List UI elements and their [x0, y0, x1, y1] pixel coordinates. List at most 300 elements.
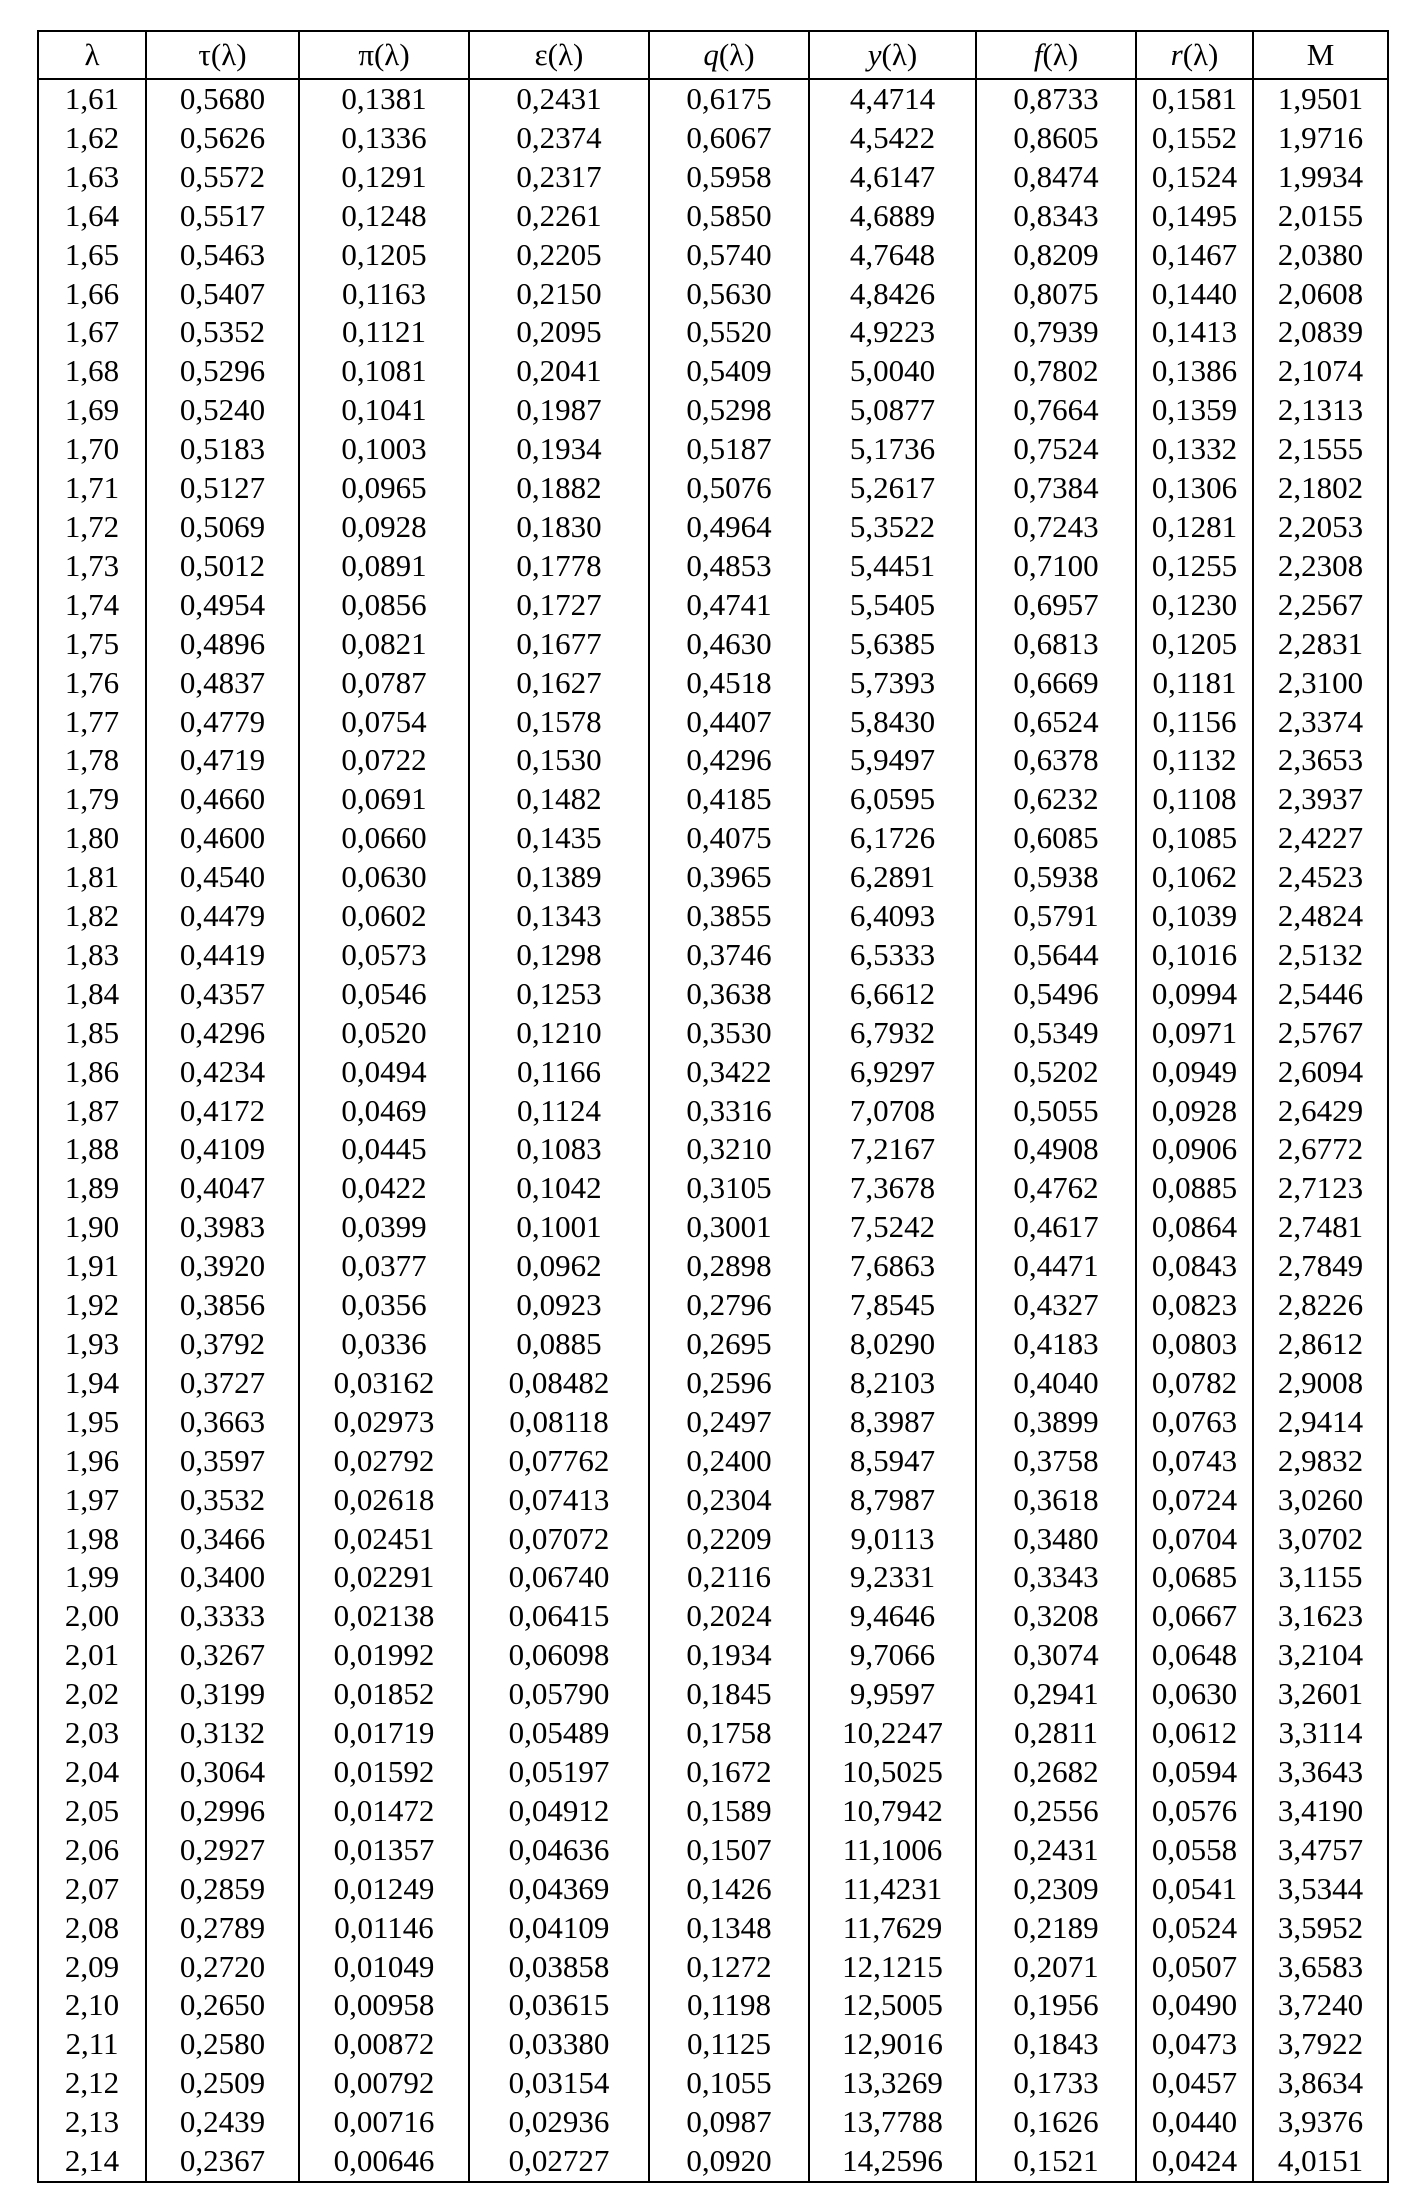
- cell-tau: 0,2859: [146, 1870, 299, 1909]
- cell-pi: 0,01592: [299, 1753, 469, 1792]
- cell-r: 0,0803: [1136, 1325, 1253, 1364]
- cell-lambda: 1,72: [38, 508, 146, 547]
- cell-r: 0,0524: [1136, 1909, 1253, 1948]
- cell-mach: 2,1555: [1253, 430, 1388, 469]
- cell-pi: 0,00716: [299, 2103, 469, 2142]
- cell-f: 0,5644: [976, 936, 1136, 975]
- cell-pi: 0,02291: [299, 1558, 469, 1597]
- cell-epsilon: 0,02936: [469, 2103, 649, 2142]
- cell-f: 0,5202: [976, 1053, 1136, 1092]
- cell-f: 0,6957: [976, 586, 1136, 625]
- cell-y: 4,4714: [809, 79, 976, 119]
- cell-r: 0,1181: [1136, 664, 1253, 703]
- cell-pi: 0,02973: [299, 1403, 469, 1442]
- table-row: [38, 1870, 1388, 1909]
- cell-r: 0,0648: [1136, 1636, 1253, 1675]
- cell-q: 0,5850: [649, 197, 809, 236]
- cell-mach: 2,1074: [1253, 352, 1388, 391]
- cell-lambda: 1,68: [38, 352, 146, 391]
- cell-r: 0,0685: [1136, 1558, 1253, 1597]
- cell-tau: 0,4172: [146, 1092, 299, 1131]
- cell-epsilon: 0,1253: [469, 975, 649, 1014]
- cell-y: 10,7942: [809, 1792, 976, 1831]
- cell-pi: 0,01719: [299, 1714, 469, 1753]
- cell-y: 7,3678: [809, 1169, 976, 1208]
- table-row: [38, 1636, 1388, 1675]
- cell-f: 0,8075: [976, 275, 1136, 314]
- cell-lambda: 1,67: [38, 313, 146, 352]
- table-row: [38, 1675, 1388, 1714]
- cell-mach: 2,5446: [1253, 975, 1388, 1014]
- cell-pi: 0,0573: [299, 936, 469, 975]
- cell-epsilon: 0,2205: [469, 236, 649, 275]
- cell-lambda: 1,71: [38, 469, 146, 508]
- cell-y: 4,9223: [809, 313, 976, 352]
- cell-pi: 0,1003: [299, 430, 469, 469]
- header-q: q(λ): [649, 31, 809, 79]
- cell-epsilon: 0,1124: [469, 1092, 649, 1131]
- cell-tau: 0,4047: [146, 1169, 299, 1208]
- cell-f: 0,3343: [976, 1558, 1136, 1597]
- cell-epsilon: 0,1482: [469, 780, 649, 819]
- cell-mach: 3,3114: [1253, 1714, 1388, 1753]
- cell-epsilon: 0,2374: [469, 119, 649, 158]
- cell-y: 6,9297: [809, 1053, 976, 1092]
- cell-pi: 0,1121: [299, 313, 469, 352]
- gas-dynamic-functions-table: [37, 30, 1389, 2183]
- cell-r: 0,1062: [1136, 858, 1253, 897]
- cell-pi: 0,0377: [299, 1247, 469, 1286]
- cell-pi: 0,1205: [299, 236, 469, 275]
- cell-lambda: 1,93: [38, 1325, 146, 1364]
- cell-epsilon: 0,1435: [469, 819, 649, 858]
- cell-tau: 0,2789: [146, 1909, 299, 1948]
- cell-epsilon: 0,06415: [469, 1597, 649, 1636]
- cell-r: 0,0743: [1136, 1442, 1253, 1481]
- cell-f: 0,4040: [976, 1364, 1136, 1403]
- cell-r: 0,1156: [1136, 703, 1253, 742]
- cell-tau: 0,3333: [146, 1597, 299, 1636]
- cell-lambda: 1,88: [38, 1130, 146, 1169]
- cell-tau: 0,2580: [146, 2025, 299, 2064]
- cell-y: 5,0877: [809, 391, 976, 430]
- cell-f: 0,2071: [976, 1948, 1136, 1987]
- cell-r: 0,0541: [1136, 1870, 1253, 1909]
- cell-epsilon: 0,2317: [469, 158, 649, 197]
- cell-pi: 0,01357: [299, 1831, 469, 1870]
- cell-pi: 0,1336: [299, 119, 469, 158]
- cell-mach: 2,6772: [1253, 1130, 1388, 1169]
- cell-mach: 2,3653: [1253, 741, 1388, 780]
- cell-mach: 2,8612: [1253, 1325, 1388, 1364]
- cell-y: 8,2103: [809, 1364, 976, 1403]
- cell-mach: 3,1623: [1253, 1597, 1388, 1636]
- cell-lambda: 1,99: [38, 1558, 146, 1597]
- cell-r: 0,0612: [1136, 1714, 1253, 1753]
- header-f: f(λ): [976, 31, 1136, 79]
- cell-y: 9,2331: [809, 1558, 976, 1597]
- cell-pi: 0,0856: [299, 586, 469, 625]
- cell-lambda: 2,02: [38, 1675, 146, 1714]
- cell-f: 0,3899: [976, 1403, 1136, 1442]
- cell-mach: 3,0260: [1253, 1481, 1388, 1520]
- cell-mach: 2,2567: [1253, 586, 1388, 625]
- cell-epsilon: 0,2431: [469, 79, 649, 119]
- cell-mach: 2,3100: [1253, 664, 1388, 703]
- cell-mach: 3,2601: [1253, 1675, 1388, 1714]
- cell-pi: 0,0602: [299, 897, 469, 936]
- table-row: [38, 703, 1388, 742]
- cell-q: 0,1589: [649, 1792, 809, 1831]
- cell-r: 0,1108: [1136, 780, 1253, 819]
- cell-r: 0,0630: [1136, 1675, 1253, 1714]
- cell-pi: 0,01472: [299, 1792, 469, 1831]
- cell-epsilon: 0,06098: [469, 1636, 649, 1675]
- cell-r: 0,0490: [1136, 1986, 1253, 2025]
- cell-epsilon: 0,1677: [469, 625, 649, 664]
- cell-q: 0,1198: [649, 1986, 809, 2025]
- cell-f: 0,6085: [976, 819, 1136, 858]
- cell-pi: 0,0422: [299, 1169, 469, 1208]
- cell-epsilon: 0,1830: [469, 508, 649, 547]
- cell-r: 0,0994: [1136, 975, 1253, 1014]
- cell-pi: 0,01249: [299, 1870, 469, 1909]
- cell-tau: 0,2509: [146, 2064, 299, 2103]
- cell-pi: 0,1248: [299, 197, 469, 236]
- cell-q: 0,4296: [649, 741, 809, 780]
- cell-pi: 0,1081: [299, 352, 469, 391]
- cell-f: 0,2431: [976, 1831, 1136, 1870]
- cell-f: 0,5349: [976, 1014, 1136, 1053]
- table-row: [38, 819, 1388, 858]
- cell-r: 0,0440: [1136, 2103, 1253, 2142]
- cell-mach: 2,9832: [1253, 1442, 1388, 1481]
- cell-q: 0,4853: [649, 547, 809, 586]
- cell-q: 0,0987: [649, 2103, 809, 2142]
- cell-epsilon: 0,2261: [469, 197, 649, 236]
- cell-epsilon: 0,1727: [469, 586, 649, 625]
- cell-f: 0,5496: [976, 975, 1136, 1014]
- cell-y: 9,4646: [809, 1597, 976, 1636]
- cell-q: 0,5520: [649, 313, 809, 352]
- cell-lambda: 1,73: [38, 547, 146, 586]
- cell-r: 0,1581: [1136, 79, 1253, 119]
- cell-tau: 0,3267: [146, 1636, 299, 1675]
- cell-lambda: 1,98: [38, 1520, 146, 1559]
- cell-f: 0,4617: [976, 1208, 1136, 1247]
- cell-r: 0,0558: [1136, 1831, 1253, 1870]
- cell-mach: 2,0608: [1253, 275, 1388, 314]
- cell-q: 0,3746: [649, 936, 809, 975]
- cell-r: 0,0782: [1136, 1364, 1253, 1403]
- cell-epsilon: 0,1530: [469, 741, 649, 780]
- table-row: [38, 1208, 1388, 1247]
- table-row: [38, 858, 1388, 897]
- cell-f: 0,7384: [976, 469, 1136, 508]
- cell-q: 0,1272: [649, 1948, 809, 1987]
- cell-q: 0,1348: [649, 1909, 809, 1948]
- cell-epsilon: 0,08118: [469, 1403, 649, 1442]
- cell-epsilon: 0,03615: [469, 1986, 649, 2025]
- cell-f: 0,8733: [976, 79, 1136, 119]
- cell-lambda: 1,80: [38, 819, 146, 858]
- cell-pi: 0,02618: [299, 1481, 469, 1520]
- cell-pi: 0,0722: [299, 741, 469, 780]
- cell-mach: 2,4227: [1253, 819, 1388, 858]
- cell-y: 9,7066: [809, 1636, 976, 1675]
- cell-mach: 3,5344: [1253, 1870, 1388, 1909]
- cell-pi: 0,00646: [299, 2142, 469, 2182]
- cell-epsilon: 0,06740: [469, 1558, 649, 1597]
- cell-q: 0,3210: [649, 1130, 809, 1169]
- cell-f: 0,1843: [976, 2025, 1136, 2064]
- cell-f: 0,3758: [976, 1442, 1136, 1481]
- cell-pi: 0,02451: [299, 1520, 469, 1559]
- cell-mach: 1,9501: [1253, 79, 1388, 119]
- cell-mach: 2,7849: [1253, 1247, 1388, 1286]
- cell-lambda: 1,82: [38, 897, 146, 936]
- cell-y: 4,5422: [809, 119, 976, 158]
- table-row: [38, 975, 1388, 1014]
- cell-lambda: 1,95: [38, 1403, 146, 1442]
- cell-f: 0,8209: [976, 236, 1136, 275]
- cell-f: 0,7100: [976, 547, 1136, 586]
- cell-y: 5,4451: [809, 547, 976, 586]
- cell-epsilon: 0,1343: [469, 897, 649, 936]
- cell-y: 12,1215: [809, 1948, 976, 1987]
- cell-pi: 0,01049: [299, 1948, 469, 1987]
- cell-lambda: 2,09: [38, 1948, 146, 1987]
- table-row: [38, 313, 1388, 352]
- cell-lambda: 1,81: [38, 858, 146, 897]
- cell-epsilon: 0,2150: [469, 275, 649, 314]
- cell-mach: 3,1155: [1253, 1558, 1388, 1597]
- cell-lambda: 1,78: [38, 741, 146, 780]
- cell-y: 6,6612: [809, 975, 976, 1014]
- cell-tau: 0,2367: [146, 2142, 299, 2182]
- cell-y: 5,0040: [809, 352, 976, 391]
- cell-mach: 2,3937: [1253, 780, 1388, 819]
- cell-tau: 0,3663: [146, 1403, 299, 1442]
- cell-y: 7,5242: [809, 1208, 976, 1247]
- table-row: [38, 1130, 1388, 1169]
- cell-pi: 0,0494: [299, 1053, 469, 1092]
- cell-r: 0,0906: [1136, 1130, 1253, 1169]
- cell-pi: 0,0445: [299, 1130, 469, 1169]
- cell-r: 0,1039: [1136, 897, 1253, 936]
- cell-q: 0,0920: [649, 2142, 809, 2182]
- cell-mach: 2,6094: [1253, 1053, 1388, 1092]
- cell-lambda: 1,87: [38, 1092, 146, 1131]
- cell-mach: 3,9376: [1253, 2103, 1388, 2142]
- cell-q: 0,3422: [649, 1053, 809, 1092]
- cell-f: 0,6669: [976, 664, 1136, 703]
- cell-y: 6,1726: [809, 819, 976, 858]
- cell-mach: 3,4190: [1253, 1792, 1388, 1831]
- cell-r: 0,0949: [1136, 1053, 1253, 1092]
- cell-f: 0,4183: [976, 1325, 1136, 1364]
- cell-r: 0,1255: [1136, 547, 1253, 586]
- table-row: [38, 586, 1388, 625]
- cell-f: 0,6813: [976, 625, 1136, 664]
- cell-q: 0,5076: [649, 469, 809, 508]
- table-row: [38, 508, 1388, 547]
- cell-r: 0,1016: [1136, 936, 1253, 975]
- cell-lambda: 1,89: [38, 1169, 146, 1208]
- cell-epsilon: 0,1298: [469, 936, 649, 975]
- cell-q: 0,4741: [649, 586, 809, 625]
- cell-r: 0,0724: [1136, 1481, 1253, 1520]
- cell-y: 11,1006: [809, 1831, 976, 1870]
- cell-f: 0,3074: [976, 1636, 1136, 1675]
- cell-f: 0,2682: [976, 1753, 1136, 1792]
- cell-tau: 0,3920: [146, 1247, 299, 1286]
- cell-f: 0,2811: [976, 1714, 1136, 1753]
- table-row: [38, 1169, 1388, 1208]
- cell-f: 0,1521: [976, 2142, 1136, 2182]
- table-header: [38, 31, 1388, 79]
- cell-f: 0,1733: [976, 2064, 1136, 2103]
- cell-epsilon: 0,03380: [469, 2025, 649, 2064]
- cell-y: 5,1736: [809, 430, 976, 469]
- cell-pi: 0,0546: [299, 975, 469, 1014]
- cell-pi: 0,00792: [299, 2064, 469, 2103]
- cell-epsilon: 0,07072: [469, 1520, 649, 1559]
- cell-r: 0,0885: [1136, 1169, 1253, 1208]
- cell-pi: 0,01146: [299, 1909, 469, 1948]
- cell-y: 5,5405: [809, 586, 976, 625]
- cell-pi: 0,01992: [299, 1636, 469, 1675]
- cell-epsilon: 0,1578: [469, 703, 649, 742]
- cell-pi: 0,0787: [299, 664, 469, 703]
- cell-y: 7,6863: [809, 1247, 976, 1286]
- cell-mach: 2,3374: [1253, 703, 1388, 742]
- cell-q: 0,5630: [649, 275, 809, 314]
- cell-r: 0,0424: [1136, 2142, 1253, 2182]
- cell-r: 0,1413: [1136, 313, 1253, 352]
- cell-tau: 0,2650: [146, 1986, 299, 2025]
- cell-r: 0,0843: [1136, 1247, 1253, 1286]
- cell-pi: 0,0469: [299, 1092, 469, 1131]
- cell-epsilon: 0,1987: [469, 391, 649, 430]
- cell-tau: 0,4896: [146, 625, 299, 664]
- cell-q: 0,3105: [649, 1169, 809, 1208]
- cell-tau: 0,3792: [146, 1325, 299, 1364]
- table-row: [38, 275, 1388, 314]
- cell-pi: 0,02138: [299, 1597, 469, 1636]
- cell-f: 0,5938: [976, 858, 1136, 897]
- cell-pi: 0,0691: [299, 780, 469, 819]
- cell-lambda: 1,97: [38, 1481, 146, 1520]
- cell-y: 5,7393: [809, 664, 976, 703]
- cell-r: 0,1230: [1136, 586, 1253, 625]
- cell-epsilon: 0,0923: [469, 1286, 649, 1325]
- cell-tau: 0,3466: [146, 1520, 299, 1559]
- cell-pi: 0,0630: [299, 858, 469, 897]
- cell-f: 0,8343: [976, 197, 1136, 236]
- cell-r: 0,0473: [1136, 2025, 1253, 2064]
- cell-pi: 0,01852: [299, 1675, 469, 1714]
- cell-mach: 2,6429: [1253, 1092, 1388, 1131]
- cell-mach: 3,5952: [1253, 1909, 1388, 1948]
- cell-q: 0,3001: [649, 1208, 809, 1247]
- cell-epsilon: 0,05489: [469, 1714, 649, 1753]
- table-row: [38, 79, 1388, 119]
- document-page: [37, 30, 1387, 2183]
- cell-epsilon: 0,1389: [469, 858, 649, 897]
- table-row: [38, 119, 1388, 158]
- cell-mach: 3,6583: [1253, 1948, 1388, 1987]
- table-row: [38, 547, 1388, 586]
- table-row: [38, 391, 1388, 430]
- cell-pi: 0,00958: [299, 1986, 469, 2025]
- cell-y: 4,6147: [809, 158, 976, 197]
- cell-r: 0,0667: [1136, 1597, 1253, 1636]
- cell-epsilon: 0,2095: [469, 313, 649, 352]
- cell-tau: 0,4234: [146, 1053, 299, 1092]
- cell-tau: 0,4479: [146, 897, 299, 936]
- cell-q: 0,2898: [649, 1247, 809, 1286]
- table-row: [38, 1597, 1388, 1636]
- cell-tau: 0,4837: [146, 664, 299, 703]
- cell-epsilon: 0,03858: [469, 1948, 649, 1987]
- cell-y: 8,5947: [809, 1442, 976, 1481]
- cell-pi: 0,00872: [299, 2025, 469, 2064]
- cell-lambda: 2,01: [38, 1636, 146, 1675]
- cell-q: 0,5187: [649, 430, 809, 469]
- cell-mach: 3,8634: [1253, 2064, 1388, 2103]
- cell-r: 0,0457: [1136, 2064, 1253, 2103]
- cell-q: 0,5298: [649, 391, 809, 430]
- table-row: [38, 158, 1388, 197]
- cell-y: 4,7648: [809, 236, 976, 275]
- cell-epsilon: 0,1882: [469, 469, 649, 508]
- cell-y: 9,0113: [809, 1520, 976, 1559]
- cell-lambda: 1,69: [38, 391, 146, 430]
- table-row: [38, 1753, 1388, 1792]
- table-row: [38, 664, 1388, 703]
- cell-q: 0,3855: [649, 897, 809, 936]
- table-row: [38, 1247, 1388, 1286]
- cell-y: 6,0595: [809, 780, 976, 819]
- cell-tau: 0,3983: [146, 1208, 299, 1247]
- table-row: [38, 780, 1388, 819]
- cell-lambda: 1,70: [38, 430, 146, 469]
- cell-lambda: 1,77: [38, 703, 146, 742]
- cell-y: 8,0290: [809, 1325, 976, 1364]
- cell-f: 0,7243: [976, 508, 1136, 547]
- cell-lambda: 1,92: [38, 1286, 146, 1325]
- cell-tau: 0,5296: [146, 352, 299, 391]
- cell-q: 0,4075: [649, 819, 809, 858]
- cell-lambda: 1,76: [38, 664, 146, 703]
- cell-r: 0,1386: [1136, 352, 1253, 391]
- cell-f: 0,3618: [976, 1481, 1136, 1520]
- cell-pi: 0,0965: [299, 469, 469, 508]
- cell-mach: 2,2053: [1253, 508, 1388, 547]
- cell-tau: 0,5352: [146, 313, 299, 352]
- cell-tau: 0,5407: [146, 275, 299, 314]
- cell-q: 0,2024: [649, 1597, 809, 1636]
- cell-epsilon: 0,04912: [469, 1792, 649, 1831]
- cell-f: 0,4471: [976, 1247, 1136, 1286]
- cell-y: 6,4093: [809, 897, 976, 936]
- cell-lambda: 2,04: [38, 1753, 146, 1792]
- cell-q: 0,1672: [649, 1753, 809, 1792]
- cell-y: 5,2617: [809, 469, 976, 508]
- cell-lambda: 1,85: [38, 1014, 146, 1053]
- cell-tau: 0,5680: [146, 79, 299, 119]
